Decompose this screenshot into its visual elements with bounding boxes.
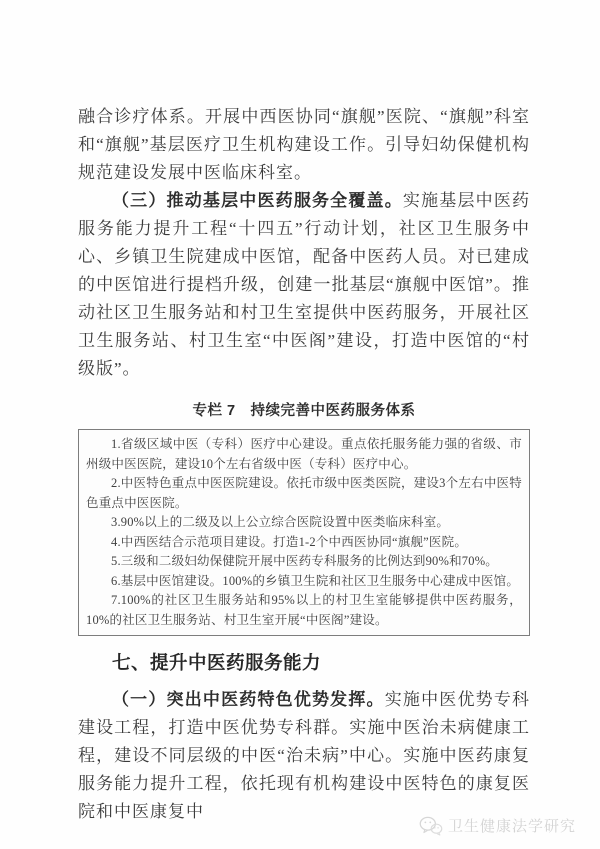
paragraph-continuation <box>78 103 530 187</box>
box-item: 4.中西医结合示范项目建设。打造1-2个中西医协同“旗舰”医院。 <box>111 534 468 549</box>
wechat-icon <box>419 816 443 836</box>
paragraph-lead: （一）突出中医药特色优势发挥。 <box>112 690 385 709</box>
box-item: 5.三级和二级妇幼保健院开展中医药专科服务的比例达到90%和70%。 <box>111 554 499 568</box>
paragraph-section-3 <box>78 187 530 383</box>
paragraph-text: 实施基层中医药服务能力提升工程“十四五”行动计划，社区卫生服务中心、乡镇卫生院建成中医馆，配备中医药人员。对已建成的中医馆进行提档升级，创建一批基层“旗舰中医馆”。推动社区卫生服务站和村卫生室提供中医药服务，开展社区卫生服务站、村卫生室“中医阁”建设，打造中医馆的“村级版”。 <box>78 191 531 378</box>
paragraph-lead: （三）推动基层中医药服务全覆盖。 <box>112 191 403 210</box>
section-heading: 七、提升中医药服务能力 <box>112 652 322 673</box>
box-title: 专栏 7 持续完善中医药服务体系 <box>192 403 416 419</box>
box-item: 1.省级区域中医（专科）医疗中心建设。重点依托服务能力强的省级、市州级中医医院，建设10个左右省级中医（专科）医疗中心。 <box>86 437 522 471</box>
box-item: 2.中医特色重点中医医院建设。依托市级中医类医院，建设3个左右中医特色重点中医医院。 <box>86 476 522 510</box>
info-box <box>78 429 530 636</box>
box-item: 7.100%的社区卫生服务站和95%以上的村卫生室能够提供中医药服务，10%的社区卫生服务站、村卫生室开展“中医阁”建设。 <box>86 593 522 627</box>
watermark <box>419 815 576 836</box>
box-item: 3.90%以上的二级及以上公立综合医院设置中医类临床科室。 <box>111 515 450 529</box>
paragraph-section-7-1 <box>78 686 530 826</box>
paragraph-text: 实施中医优势专科建设工程，打造中医优势专科群。实施中医治未病健康工程，建设不同层级的中医“治未病”中心。实施中医药康复服务能力提升工程，依托现有机构建设中医特色的康复医院和中医康复中 <box>78 690 531 821</box>
watermark-label: 卫生健康法学研究 <box>447 818 576 835</box>
paragraph-text: 融合诊疗体系。开展中西医协同“旗舰”医院、“旗舰”科室和“旗舰”基层医疗卫生机构建设工作。引导妇幼保健机构规范建设发展中医临床科室。 <box>78 107 530 182</box>
box-item: 6.基层中医馆建设。100%的乡镇卫生院和社区卫生服务中心建成中医馆。 <box>111 573 520 588</box>
